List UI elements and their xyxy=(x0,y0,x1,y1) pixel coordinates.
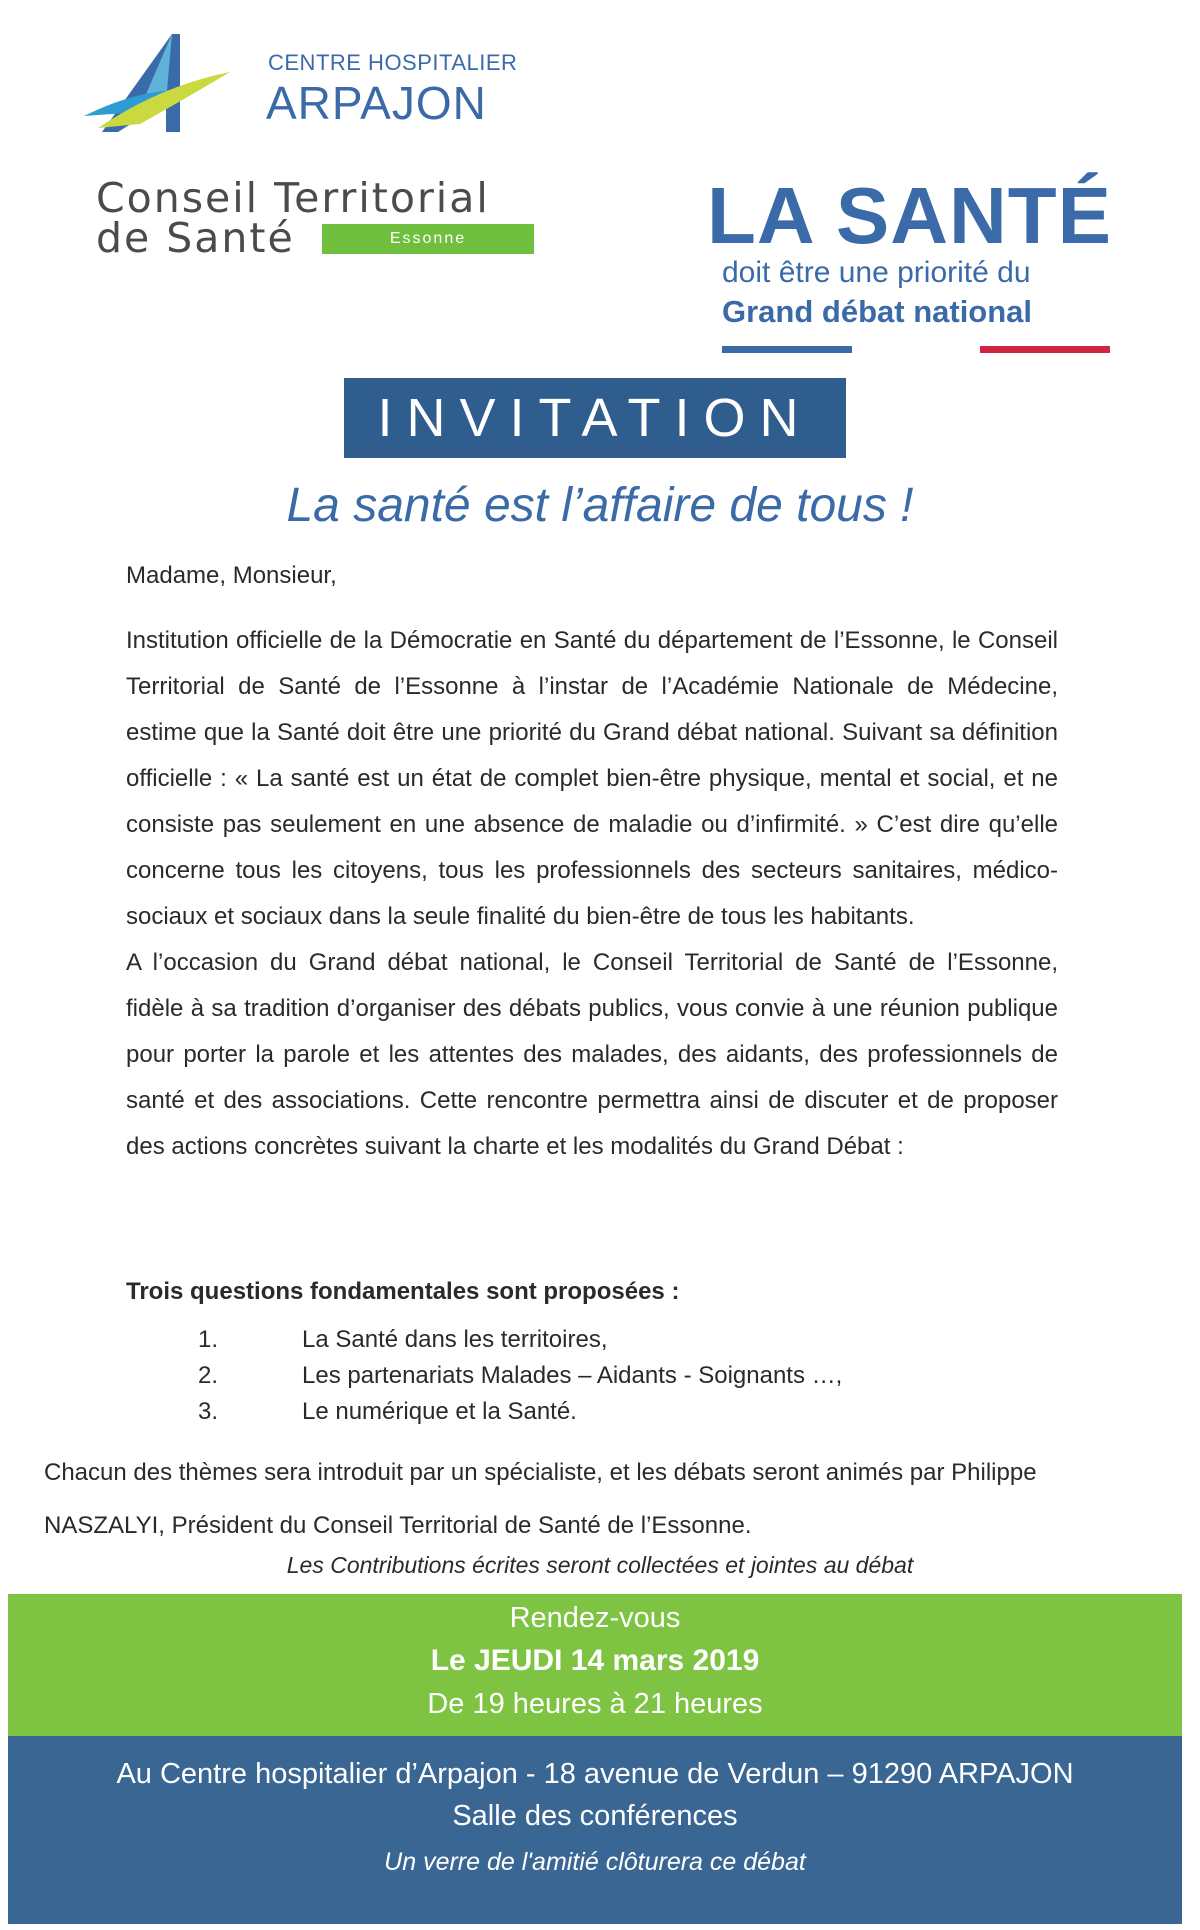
questions-heading: Trois questions fondamentales sont proposées : xyxy=(126,1278,680,1305)
salutation: Madame, Monsieur, xyxy=(126,562,337,589)
closing-paragraph: Chacun des thèmes sera introduit par un spécialiste, et les débats seront animés par Philippe NASZALYI, Président du Conseil Territorial de Santé de l’Essonne. xyxy=(44,1459,1037,1539)
tagline: La santé est l’affaire de tous ! xyxy=(286,479,914,532)
sante-subtitle-line2: Grand débat national xyxy=(722,294,1033,329)
rendezvous-date: Le JEUDI 14 mars 2019 xyxy=(430,1644,760,1677)
venue-room: Salle des conférences xyxy=(452,1800,738,1832)
sante-red-bar xyxy=(980,346,1110,353)
list-item-number: 3. xyxy=(198,1398,219,1425)
list-item-text: Les partenariats Malades – Aidants - Soignants …, xyxy=(302,1362,843,1389)
cts-name-line1: Conseil Territorial xyxy=(96,174,490,222)
rendezvous-label: Rendez-vous xyxy=(509,1602,681,1634)
list-item-number: 1. xyxy=(198,1326,219,1353)
list-item-number: 2. xyxy=(198,1362,219,1389)
rendezvous-time: De 19 heures à 21 heures xyxy=(427,1688,763,1720)
sante-title: LA SANTÉ xyxy=(706,171,1112,260)
venue-note: Un verre de l'amitié clôturera ce débat xyxy=(384,1848,806,1876)
questions-list xyxy=(126,1322,1026,1430)
rendezvous-band xyxy=(8,1594,1182,1736)
list-item xyxy=(126,1394,1026,1430)
sante-priority-logo xyxy=(706,170,1122,360)
cts-logo xyxy=(96,174,546,264)
sante-blue-bar xyxy=(722,346,852,353)
list-item-text: Le numérique et la Santé. xyxy=(302,1398,577,1425)
invitation-banner: INVITATION xyxy=(344,378,846,458)
list-item xyxy=(126,1358,1026,1394)
list-item-text: La Santé dans les territoires, xyxy=(302,1326,608,1353)
venue-address: Au Centre hospitalier d’Arpajon - 18 avenue de Verdun – 91290 ARPAJON xyxy=(116,1758,1074,1790)
cts-essonne-band: Essonne xyxy=(322,224,534,254)
hospital-a-emblem-icon xyxy=(80,28,270,138)
list-item xyxy=(126,1322,1026,1358)
sante-subtitle-line1: doit être une priorité du xyxy=(722,256,1031,289)
hospital-name-line1: CENTRE HOSPITALIER xyxy=(268,50,518,75)
paragraph: Institution officielle de la Démocratie en Santé du département de l’Essonne, le Conseil Territorial de Santé de l’Essonne à l’instar de l’Académie Nationale de Médecine, estime que la Santé doit être une priorité du Grand débat national. Suivant sa définition officielle : « La santé est un état de complet bien-être physique, mental et social, et ne consiste pas seulement en une absence de maladie ou d’infirmité. » C’est dire qu’elle concerne tous les citoyens, tous les professionnels des secteurs sanitaires, médico-sociaux et sociaux dans la seule finalité du bien-être de tous les habitants. xyxy=(126,627,1058,930)
hospital-name-line2: ARPAJON xyxy=(266,77,487,129)
contributions-note: Les Contributions écrites seront collectées et jointes au débat xyxy=(286,1552,914,1578)
letter-body xyxy=(126,618,1058,1170)
hospital-logo xyxy=(80,28,520,138)
paragraph: A l’occasion du Grand débat national, le Conseil Territorial de Santé de l’Essonne, fidèle à sa tradition d’organiser des débats publics, vous convie à une réunion publique pour porter la parole et les attentes des malades, des aidants, des professionnels de santé et des associations. Cette rencontre permettra ainsi de discuter et de proposer des actions concrètes suivant la charte et les modalités du Grand Débat : xyxy=(126,949,1058,1160)
venue-band xyxy=(8,1736,1182,1924)
cts-name-line2: de Santé xyxy=(96,214,295,262)
